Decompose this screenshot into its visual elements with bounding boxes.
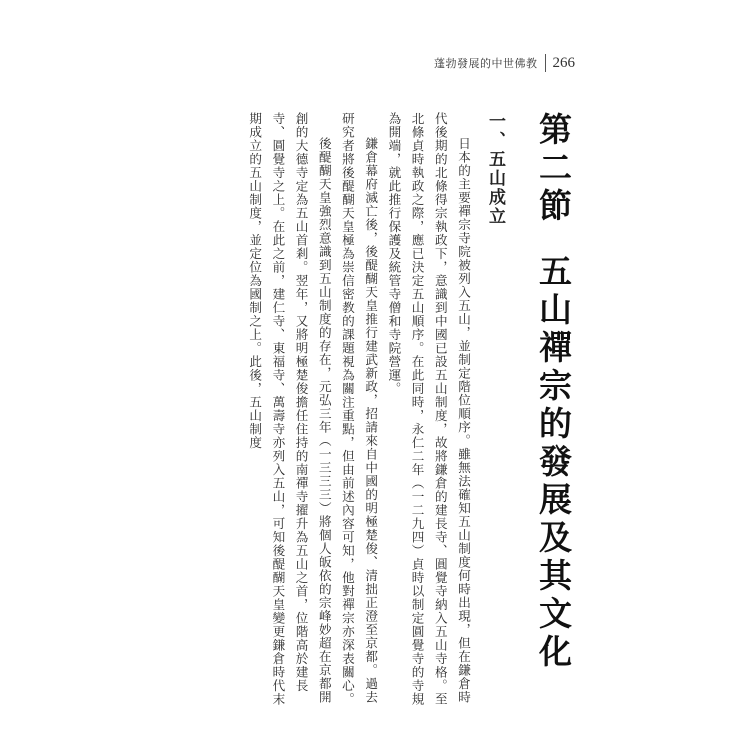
- header-divider: [545, 54, 546, 72]
- section-name: 五山禪宗的發展及其文化: [534, 254, 573, 672]
- section-title: [531, 112, 575, 712]
- subsection-heading: 一、五山成立: [485, 112, 505, 226]
- paragraph-2: 鎌倉幕府滅亡後，後醍醐天皇推行建武新政，招請來自中國的明極楚俊、清拙正澄至京都。過去研究者將後醍醐天皇極為崇信密教的課題視為關注重點，但由前述內容可知，他對禪宗亦深表關心。: [339, 112, 379, 706]
- vertical-text-body: [175, 112, 575, 712]
- paragraph-1: 日本的主要禪宗寺院被列入五山，並制定階位順序。雖無法確知五山制度何時出現，但在鎌倉時代後期的北條得宗執政下，意識到中國已設五山制度，故將鎌倉的建長寺、圓覺寺納入五山寺格。至北條貞時執政之際，應已決定五山順序。在此同時，永仁二年（一二九四）貞時以制定圓覺寺的寺規為開端，就此推行保護及統管寺僧和寺院營運。: [386, 112, 471, 706]
- paragraph-3: 後醍醐天皇強烈意識到五山制度的存在，元弘三年（一三三三）將個人皈依的宗峰妙超在京都開創的大德寺定為五山首剎。翌年，又將明極楚俊擔任住持的南禪寺擢升為五山之首，位階高於建長寺、圓覺寺之上。在此之前，建仁寺、東福寺、萬壽寺亦列入五山，可知後醍醐天皇變更鎌倉時代末期成立的五山制度，並定位為國制之上。此後，五山制度: [247, 112, 332, 706]
- page-number: 266: [552, 54, 575, 71]
- running-header: [434, 52, 575, 74]
- running-header-title: 蓬勃發展的中世佛教: [434, 57, 538, 70]
- section-number: 第二節: [534, 112, 573, 226]
